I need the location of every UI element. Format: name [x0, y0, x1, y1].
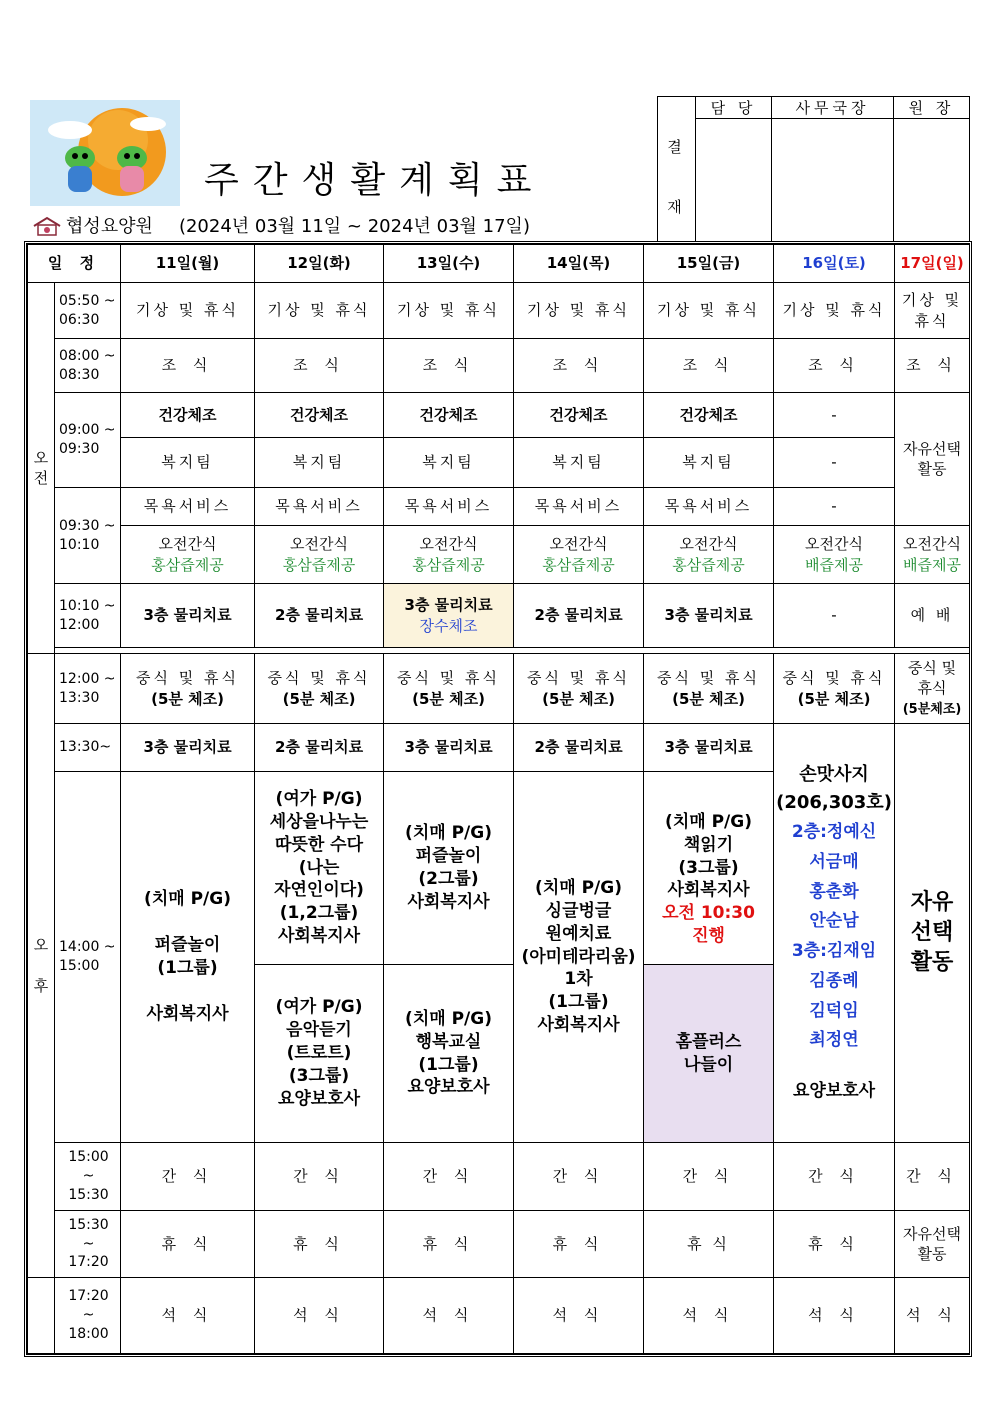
row-exercise [28, 393, 970, 438]
cell: 중식 및 휴식 (5분체조) [895, 654, 970, 724]
time-cell: 09:30 ~ 10:10 [55, 488, 121, 584]
time-cell: 13:30~ [55, 724, 121, 772]
cell: 2층 물리치료 [255, 584, 384, 648]
day-wed: 13일(수) [384, 245, 514, 283]
cell: 3층 물리치료 [121, 584, 255, 648]
cell: 간 식 [514, 1143, 644, 1211]
cell: 간 식 [121, 1143, 255, 1211]
cell: 조 식 [121, 339, 255, 393]
time-cell: 17:20 ~ 18:00 [55, 1278, 121, 1354]
cell: 기상 및 휴식 [895, 283, 970, 339]
cell: 간 식 [255, 1143, 384, 1211]
cell: 오전간식 홍삼즙제공 [255, 526, 384, 584]
house-icon [32, 216, 62, 241]
row-snack-am [28, 526, 970, 584]
program-sun: 자유 선택 활동 [895, 724, 970, 1143]
cell: 석 식 [255, 1278, 384, 1354]
day-thu: 14일(목) [514, 245, 644, 283]
cell: 오전간식 홍삼즙제공 [644, 526, 774, 584]
cell: 목욕서비스 [384, 488, 514, 526]
program-wed-top: (치매 P/G) 퍼즐놀이 (2그룹) 사회복지사 [384, 772, 514, 965]
program-wed-bottom: (치매 P/G) 행복교실 (1그룹) 요양보호사 [384, 965, 514, 1143]
cell: 목욕서비스 [255, 488, 384, 526]
day-sat: 16일(토) [774, 245, 895, 283]
cell: 목욕서비스 [514, 488, 644, 526]
cell: 오전간식 배즙제공 [774, 526, 895, 584]
approval-box [657, 96, 970, 242]
row-lunch [28, 654, 970, 724]
logo-image [30, 100, 180, 206]
cell: 3층 물리치료 [121, 724, 255, 772]
time-cell: 08:00 ~ 08:30 [55, 339, 121, 393]
cell: 자유선택 활동 [895, 1211, 970, 1278]
date-range: (2024년 03월 11일 ~ 2024년 03월 17일) [178, 216, 530, 237]
header-row [28, 245, 970, 283]
program-mon: (치매 P/G) 퍼즐놀이 (1그룹) 사회복지사 [121, 772, 255, 1143]
cell: 복지팀 [121, 438, 255, 488]
row-dinner [28, 1278, 970, 1354]
cell: 건강체조 [514, 393, 644, 438]
program-fri-top: (치매 P/G) 책읽기 (3그룹) 사회복지사 오전 10:30 진행 [644, 772, 774, 965]
cell: - [774, 584, 895, 648]
row-bath [28, 488, 970, 526]
subtitle [32, 212, 530, 241]
time-cell: 14:00 ~ 15:00 [55, 772, 121, 1143]
cell: 석 식 [644, 1278, 774, 1354]
period-pm: 오 후 [28, 654, 55, 1278]
approval-sign-3[interactable] [893, 119, 969, 242]
cell: 건강체조 [644, 393, 774, 438]
page-title: 주간생활계획표 [204, 160, 546, 201]
time-cell: 10:10 ~ 12:00 [55, 584, 121, 648]
cell: 휴 식 [255, 1211, 384, 1278]
cell: 석 식 [514, 1278, 644, 1354]
cell: 조 식 [895, 339, 970, 393]
cell: 자유선택 활동 [895, 393, 970, 526]
time-cell: 15:00 ~ 15:30 [55, 1143, 121, 1211]
cell: 기상 및 휴식 [774, 283, 895, 339]
cell: 조 식 [774, 339, 895, 393]
cell: 2층 물리치료 [514, 584, 644, 648]
time-cell: 09:00 ~ 09:30 [55, 393, 121, 488]
cell: 3층 물리치료 [644, 724, 774, 772]
cell: 중식 및 휴식 (5분 체조) [514, 654, 644, 724]
schedule-label: 일 정 [28, 245, 121, 283]
program-fri-bottom: 홈플러스 나들이 [644, 965, 774, 1143]
time-cell: 15:30 ~ 17:20 [55, 1211, 121, 1278]
cell: 휴 식 [121, 1211, 255, 1278]
cell: 목욕서비스 [644, 488, 774, 526]
cell: 중식 및 휴식 (5분 체조) [774, 654, 895, 724]
mascot-illustration [30, 100, 180, 206]
time-cell: 05:50 ~ 06:30 [55, 283, 121, 339]
day-mon: 11일(월) [121, 245, 255, 283]
cell: 휴 식 [644, 1211, 774, 1278]
row-wake [28, 283, 970, 339]
cell: 3층 물리치료 [384, 724, 514, 772]
program-tue-bottom: (여가 P/G) 음악듣기 (트로트) (3그룹) 요양보호사 [255, 965, 384, 1143]
approval-col-manager: 담 당 [696, 97, 772, 119]
cell: 중식 및 휴식 (5분 체조) [384, 654, 514, 724]
cell: 휴 식 [774, 1211, 895, 1278]
cell: 간 식 [384, 1143, 514, 1211]
approval-col-director: 원 장 [893, 97, 969, 119]
cell: 석 식 [774, 1278, 895, 1354]
cell: 예 배 [895, 584, 970, 648]
cell: 복지팀 [255, 438, 384, 488]
approval-label: 결 재 [658, 97, 696, 242]
cell: 목욕서비스 [121, 488, 255, 526]
approval-sign-1[interactable] [696, 119, 772, 242]
cell: - [774, 488, 895, 526]
cell: 조 식 [255, 339, 384, 393]
day-sun: 17일(일) [895, 245, 970, 283]
cell: 간 식 [895, 1143, 970, 1211]
row-physio-pm [28, 724, 970, 772]
cell: 오전간식 홍삼즙제공 [121, 526, 255, 584]
cell: 오전간식 홍삼즙제공 [384, 526, 514, 584]
cell: 기상 및 휴식 [514, 283, 644, 339]
cell: - [774, 393, 895, 438]
cell: 석 식 [384, 1278, 514, 1354]
period-blank [28, 1278, 55, 1354]
cell: 간 식 [644, 1143, 774, 1211]
cell: 기상 및 휴식 [121, 283, 255, 339]
cell: 중식 및 휴식 (5분 체조) [644, 654, 774, 724]
period-am: 오 전 [28, 283, 55, 654]
cell: 중식 및 휴식 (5분 체조) [121, 654, 255, 724]
cell: 2층 물리치료 [255, 724, 384, 772]
cell: 휴 식 [384, 1211, 514, 1278]
row-snack-pm [28, 1143, 970, 1211]
cell: 오전간식 배즙제공 [895, 526, 970, 584]
cell: 휴 식 [514, 1211, 644, 1278]
day-tue: 12일(화) [255, 245, 384, 283]
cell: 기상 및 휴식 [644, 283, 774, 339]
cell: 건강체조 [384, 393, 514, 438]
time-cell: 12:00 ~ 13:30 [55, 654, 121, 724]
cell: 복지팀 [644, 438, 774, 488]
day-fri: 15일(금) [644, 245, 774, 283]
org-name: 협성요양원 [66, 216, 153, 237]
cell: 조 식 [644, 339, 774, 393]
cell: 기상 및 휴식 [255, 283, 384, 339]
cell: 조 식 [384, 339, 514, 393]
cell: 오전간식 홍삼즙제공 [514, 526, 644, 584]
cell: 복지팀 [384, 438, 514, 488]
program-tue-top: (여가 P/G) 세상을나누는 따뜻한 수다 (나는 자연인이다) (1,2그룹) 사회복지사 [255, 772, 384, 965]
cell: 건강체조 [121, 393, 255, 438]
cell: 기상 및 휴식 [384, 283, 514, 339]
row-welfare [28, 438, 970, 488]
cell: 조 식 [514, 339, 644, 393]
cell: 2층 물리치료 [514, 724, 644, 772]
cell: 석 식 [121, 1278, 255, 1354]
cell: 3층 물리치료 [644, 584, 774, 648]
row-physio-am [28, 584, 970, 648]
cell: 간 식 [774, 1143, 895, 1211]
cell: 중식 및 휴식 (5분 체조) [255, 654, 384, 724]
cell: 석 식 [895, 1278, 970, 1354]
row-rest [28, 1211, 970, 1278]
cell: 3층 물리치료 장수체조 [384, 584, 514, 648]
cell: 복지팀 [514, 438, 644, 488]
cell: - [774, 438, 895, 488]
cell: 건강체조 [255, 393, 384, 438]
approval-col-secretary: 사무국장 [772, 97, 894, 119]
program-thu: (치매 P/G) 싱글벙글 원예치료 (아미테라리움) 1차 (1그룹) 사회복지사 [514, 772, 644, 1143]
program-sat: 손맛사지 (206,303호) 2층:정예신 서금매 홍춘화 안순남 3층:김재임 김종례 김덕임 최정연 요양보호사 [774, 724, 895, 1143]
schedule-table [27, 244, 970, 1354]
row-breakfast [28, 339, 970, 393]
approval-sign-2[interactable] [772, 119, 894, 242]
